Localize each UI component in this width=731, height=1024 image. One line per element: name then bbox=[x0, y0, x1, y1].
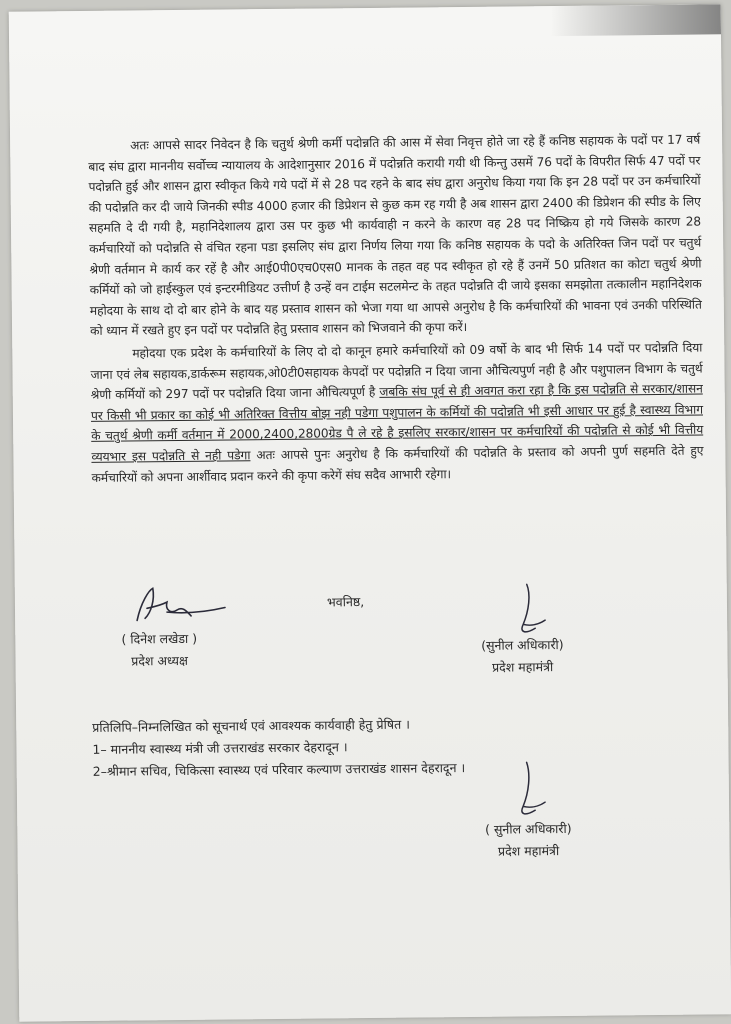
paragraph-1: अतः आपसे सादर निवेदन है कि चतुर्थ श्रेणी कर्मी पदोन्नति की आस में सेवा निवृत्त होते जा रहे हैं कनिष्ठ सहायक के पदों पर 17 वर्ष बाद संघ द्वारा माननीय सर्वोच्च न्यायालय के आदेशानुसार 2016 में पदोन्नति करायी गयी थी किन्तु उसमें 76 पदों के विपरीत सिर्फ 47 पदों पर पदोन्नति हुई और शासन द्वारा स्वीकृत किये गये पदों में से 28 पद रहने के बाद संघ द्वारा अनुरोध किया गया कि इन 28 पदों पर उन कर्मचारियों की पदोन्नति कर दी जाये जिनकी स्पीड 4000 हजार की डिप्रेशन से कुछ कम रह गयी है अब शासन द्वारा 2400 की डिप्रेशन की स्पीड के लिए सहमति दे दी गयी है, महानिदेशालय द्वारा उस पर कुछ भी कार्यवाही न करने के कारण वह 28 पद निष्क्रिय हो गये जिसके कारण 28 कर्मचारियों को पदोन्नति से वंचित रहना पडा इसलिए संघ द्वारा निर्णय लिया गया कि कनिष्ठ सहायक के पदो के अतिरिक्त जिन पदों पर चतुर्थ श्रेणी वर्तमान मे कार्य कर रहें है और आई0पी0एच0एस0 मानक के तहत वह पद स्वीकृत हो रहे हैं उनमें 50 प्रतिशत का कोटा चतुर्थ श्रेणी कर्मियों को जो हाईस्कुल एवं इन्टरमीडियट उत्तीर्ण है उन्हें वन टाईम सटलमेन्ट के तहत पदोन्नति दी जाये इसका समझोता तत्कालीन महानिदेशक महोदया के साथ दो दो बार होने के बाद यह प्रस्ताव शासन को भेजा गया था आपसे अनुरोध है कि कर्मचारियों की भावना एवं उनकी परिस्थिति को ध्यान में रखते हुए इन पदों पर पदोन्नति हेतु प्रस्ताव शासन को भिजवाने की कृपा करें। bbox=[88, 132, 702, 339]
letter-page bbox=[9, 4, 731, 1021]
signatory-general-secretary-copy bbox=[469, 818, 587, 863]
closing-salutation: भवनिष्ठ, bbox=[326, 594, 365, 610]
letter-body bbox=[88, 130, 704, 490]
signatory-general-secretary-copy-title: प्रदेश महामंत्री bbox=[497, 843, 560, 859]
paragraph-2-start: महोदया एक प्रदेश के कर्मचारियों के लिए दो दो कानून हमारे कर्मचारियों को 09 वर्षो के बाद भी सिर्फ 14 पदों पर पदोन्नति दिया जाना एवं लेब सहायक,डार्करूम सहायक,ओ0टी0सहायक केपदों पर पदोन्नति न दिया जाना औचित्यपुर्ण नही है और पशुपालन विभाग के चतुर्थ श्रेणी कर्मियों को 297 पदों पर पदोन्नति दिया जाना औचित्यपूर्ण है bbox=[90, 340, 703, 403]
signature-general-secretary-copy bbox=[503, 758, 554, 825]
copy-to-item: 1– माननीय स्वास्थ्य मंत्री जी उत्तराखंड सरकार देहरादून । bbox=[92, 739, 348, 757]
signatory-president bbox=[99, 628, 219, 673]
signatory-general-secretary-title: प्रदेश महामंत्री bbox=[491, 659, 554, 675]
signatory-general-secretary bbox=[463, 634, 581, 679]
signatory-president-name: ( दिनेश लखेडा ) bbox=[121, 630, 198, 647]
copy-to-item: 2–श्रीमान सचिव, चिकित्सा स्वास्थ्य एवं परिवार कल्याण उत्तराखंड शासन देहरादून । bbox=[92, 760, 466, 779]
signature-president bbox=[127, 581, 237, 630]
copy-to-heading: प्रतिलिपि–निम्नलिखित को सूचनार्थ एवं आवश्यक कार्यवाही हेतु प्रेषित । bbox=[92, 716, 410, 735]
paragraph-2-underlined: जबकि संघ पूर्व से ही अवगत करा रहा है कि इस पदोन्नति से सरकार/शासन पर किसी भी प्रकार का कोई भी अतिरिक्त वित्तीय बोझ नही पडेगा पशुपालन के कर्मियों की पदोन्नति भी इसी आधार पर हुई है स्वास्थ्य विभाग के चतुर्थ श्रेणी कर्मी वर्तमान में 2000,2400,2800ग्रेड पै ले रहे है इसलिए सरकार/शासन पर कर्मचारियों की पदोन्नति से कोई भी वित्तीय व्ययभार इस पदोन्नति से नही पडेगा bbox=[90, 381, 704, 464]
copy-to-section bbox=[92, 713, 465, 783]
paragraph-2-end: अतः आपसे पुनः अनुरोध है कि कर्मचारियों की पदोन्नति के प्रस्ताव को अपनी पुर्ण सहमति देते हुए कर्मचारियों को अपना आर्शीवाद प्रदान करने की कृपा करेगें संघ सदैव आभारी रहेगा। bbox=[91, 443, 704, 485]
signatory-general-secretary-name: (सुनील अधिकारी) bbox=[481, 636, 564, 653]
page-corner-shadow bbox=[551, 4, 721, 36]
paragraph-2 bbox=[90, 337, 703, 488]
signatory-general-secretary-copy-name: ( सुनील अधिकारी) bbox=[485, 820, 572, 837]
signatory-president-title: प्रदेश अध्यक्ष bbox=[131, 652, 188, 669]
